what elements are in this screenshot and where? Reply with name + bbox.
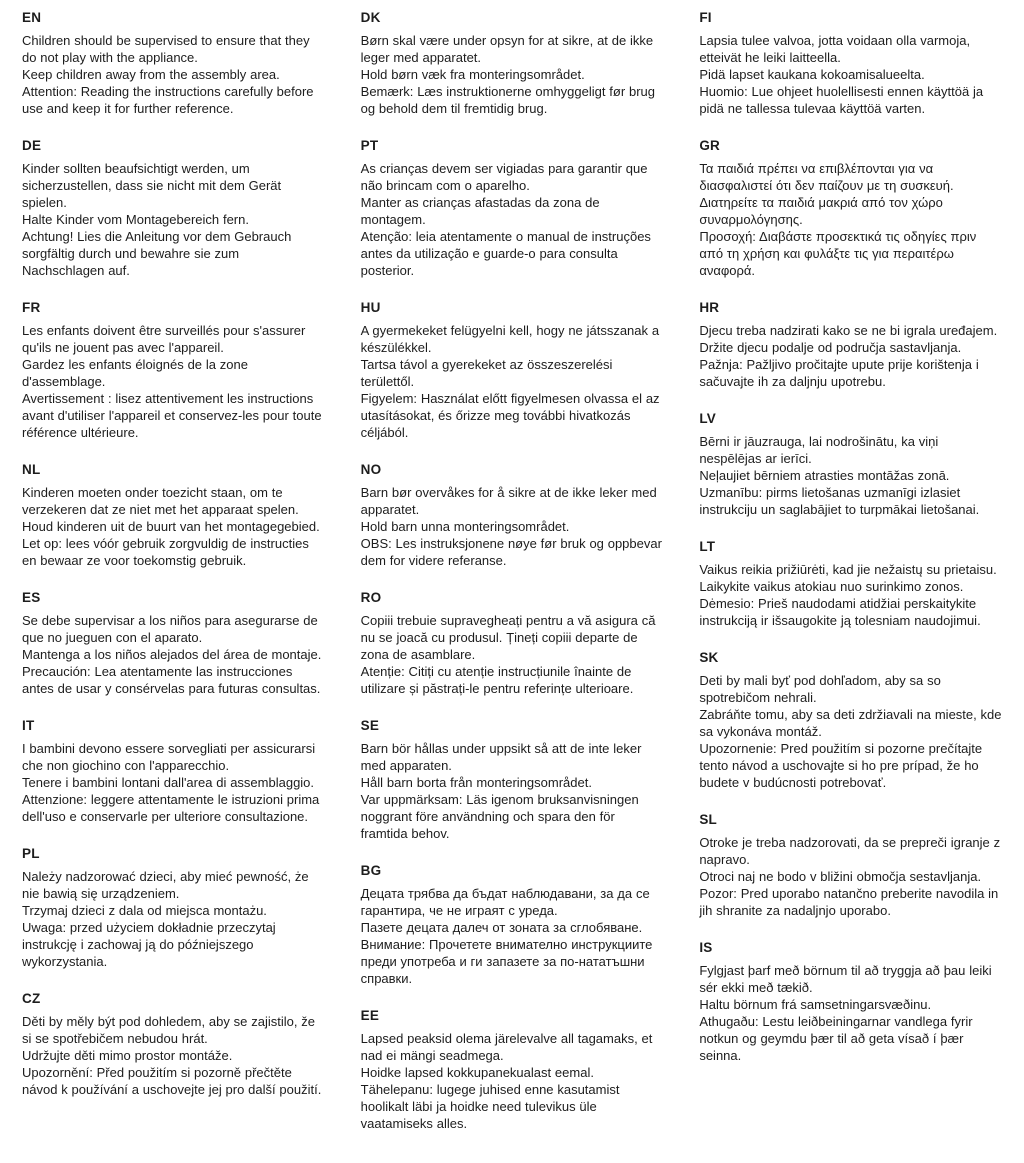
instruction-text: Var uppmärksam: Läs igenom bruksanvisningen noggrant före användning och spara den för framtida behov. <box>360 792 639 841</box>
language-code-label: SE <box>360 718 380 733</box>
instruction-text: Manter as crianças afastadas da zona de montagem. <box>360 195 600 227</box>
language-section-nl <box>22 462 325 569</box>
instruction-text: Należy nadzorować dzieci, aby mieć pewność, że nie bawią się urządzeniem. <box>22 869 309 901</box>
language-section-en <box>22 10 325 117</box>
instruction-text: Børn skal være under opsyn for at sikre, at de ikke leger med apparatet. <box>360 33 654 65</box>
instruction-text: Lapsia tulee valvoa, jotta voidaan olla varmoja, etteivät he leiki laitteella. <box>699 33 971 65</box>
language-code-label: DE <box>22 138 42 153</box>
instruction-text: OBS: Les instruksjonene nøye før bruk og oppbevar dem for videre referanse. <box>360 536 662 568</box>
language-code-label: RO <box>360 590 382 605</box>
language-section-pl <box>22 846 325 970</box>
instruction-text: Διατηρείτε τα παιδιά μακριά από τον χώρο συναρμολόγησης. <box>699 195 943 227</box>
instruction-text: Halte Kinder vom Montagebereich fern. <box>22 212 249 227</box>
instruction-text: Uzmanību: pirms lietošanas uzmanīgi izlasiet instrukciju un saglabājiet to turpmākai lietošanai. <box>699 485 980 517</box>
instruction-text: Tenere i bambini lontani dall'area di assemblaggio. <box>22 775 315 790</box>
instruction-text: Προσοχή: Διαβάστε προσεκτικά τις οδηγίες πριν από τη χρήση και φυλάξτε τις για περαιτέρω αναφορά. <box>699 229 977 278</box>
instruction-text: Τα παιδιά πρέπει να επιβλέπονται για να διασφαλιστεί ότι δεν παίζουν με τη συσκευή. <box>699 161 954 193</box>
instruction-text: Atenção: leia atentamente o manual de instruções antes da utilização e guarde-o para consulta posterior. <box>360 229 651 278</box>
instruction-text: Hold barn unna monteringsområdet. <box>360 519 570 534</box>
instruction-text: Atenție: Citiți cu atenție instrucțiunile înainte de utilizare și păstrați-le pentru referințe ulterioare. <box>360 664 634 696</box>
language-code-label: NO <box>360 462 382 477</box>
instruction-text: Avertissement : lisez attentivement les instructions avant d'utiliser l'appareil et conservez-les pour toute référence ultérieure. <box>22 391 322 440</box>
instruction-text: Let op: lees vóór gebruik zorgvuldig de instructies en bewaar ze voor toekomstig gebruik. <box>22 536 309 568</box>
language-code-label: FR <box>22 300 41 315</box>
instruction-text: Lapsed peaksid olema järelevalve all tagamaks, et nad ei mängi seadmega. <box>360 1031 653 1063</box>
language-code-label: NL <box>22 462 41 477</box>
instruction-text: Children should be supervised to ensure that they do not play with the appliance. <box>22 33 310 65</box>
language-code-label: PL <box>22 846 40 861</box>
instruction-text: Djecu treba nadzirati kako se ne bi igrala uređajem. <box>699 323 998 338</box>
instruction-text: Zabráňte tomu, aby sa deti zdržiavali na mieste, kde sa vykonáva montáž. <box>699 707 1002 739</box>
language-section-se <box>361 718 664 842</box>
language-section-sk <box>699 650 1002 791</box>
language-section-lt <box>699 539 1002 629</box>
instruction-text: Mantenga a los niños alejados del área de montaje. <box>22 647 322 662</box>
instruction-text: Trzymaj dzieci z dala od miejsca montażu. <box>22 903 267 918</box>
language-section-pt <box>361 138 664 279</box>
instruction-text: Tähelepanu: lugege juhised enne kasutamist hoolikalt läbi ja hoidke need tulevikus üle vaatamiseks alles. <box>360 1082 620 1131</box>
instruction-text: Barn bör hållas under uppsikt så att de inte leker med apparaten. <box>360 741 642 773</box>
language-code-label: EN <box>22 10 42 25</box>
language-code-label: DK <box>360 10 381 25</box>
language-code-label: SK <box>699 650 719 665</box>
instruction-text: Bērni ir jāuzrauga, lai nodrošinātu, ka viņi nespēlējas ar ierīci. <box>699 434 939 466</box>
language-code-label: ES <box>22 590 41 605</box>
language-code-label: LV <box>699 411 716 426</box>
instruction-text: Se debe supervisar a los niños para asegurarse de que no jueguen con el aparato. <box>22 613 318 645</box>
language-code-label: GR <box>699 138 720 153</box>
language-section-sl <box>699 812 1002 919</box>
language-code-label: HU <box>360 300 381 315</box>
language-section-hr <box>699 300 1002 390</box>
language-section-cz <box>22 991 325 1098</box>
instruction-text: Děti by měly být pod dohledem, aby se zajistilo, že si se spotřebičem nebudou hrát. <box>22 1014 315 1046</box>
instruction-text: Kinderen moeten onder toezicht staan, om te verzekeren dat ze niet met het apparaat spelen. <box>22 485 299 517</box>
instruction-text: As crianças devem ser vigiadas para garantir que não brincam com o aparelho. <box>360 161 648 193</box>
language-section-hu <box>361 300 664 441</box>
instruction-text: Attention: Reading the instructions carefully before use and keep it for further reference. <box>22 84 314 116</box>
instruction-text: Achtung! Lies die Anleitung vor dem Gebrauch sorgfältig durch und bewahre sie zum Nachschlagen auf. <box>22 229 292 278</box>
instruction-text: Fylgjast þarf með börnum til að tryggja að þau leiki sér ekki með tækið. <box>699 963 992 995</box>
language-section-gr <box>699 138 1002 279</box>
language-section-ro <box>361 590 664 697</box>
column-right <box>699 10 1002 1085</box>
language-section-no <box>361 462 664 569</box>
instruction-text: Децата трябва да бъдат наблюдавани, за да се гарантира, че не играят с уреда. <box>360 886 650 918</box>
instruction-text: Deti by mali byť pod dohľadom, aby sa so spotrebičom nehrali. <box>699 673 941 705</box>
instruction-text: Haltu börnum frá samsetningarsvæðinu. <box>699 997 932 1012</box>
language-section-de <box>22 138 325 279</box>
instruction-text: Pozor: Pred uporabo natančno preberite navodila in jih shranite za nadaljnjo uporabo. <box>699 886 999 918</box>
language-section-fi <box>699 10 1002 117</box>
language-code-label: LT <box>699 539 716 554</box>
language-section-lv <box>699 411 1002 518</box>
instruction-text: Upozornenie: Pred použitím si pozorne prečítajte tento návod a uschovajte si ho pre prípad, že ho budete v budúcnosti potrebovať. <box>699 741 983 790</box>
language-code-label: CZ <box>22 991 41 1006</box>
language-code-label: HR <box>699 300 720 315</box>
language-section-it <box>22 718 325 825</box>
instruction-text: Barn bør overvåkes for å sikre at de ikke leker med apparatet. <box>360 485 657 517</box>
column-middle <box>361 10 664 1153</box>
instruction-text: Huomio: Lue ohjeet huolellisesti ennen käyttöä ja pidä ne tallessa tulevaa käyttöä varten. <box>699 84 984 116</box>
instruction-text: Athugaðu: Lestu leiðbeiningarnar vandlega fyrir notkun og geymdu þær til að geta vísað í þær seinna. <box>699 1014 973 1063</box>
language-code-label: SL <box>699 812 717 827</box>
instruction-text: A gyermekeket felügyelni kell, hogy ne játsszanak a készülékkel. <box>360 323 660 355</box>
language-code-label: PT <box>360 138 379 153</box>
language-code-label: IT <box>22 718 35 733</box>
instruction-text: I bambini devono essere sorvegliati per assicurarsi che non giochino con l'apparecchio. <box>22 741 316 773</box>
language-section-ee <box>361 1008 664 1132</box>
instruction-text: Pažnja: Pažljivo pročitajte upute prije korištenja i sačuvajte ih za daljnju upotrebu. <box>699 357 979 389</box>
language-section-fr <box>22 300 325 441</box>
instruction-text: Bemærk: Læs instruktionerne omhyggeligt før brug og behold dem til fremtidig brug. <box>360 84 656 116</box>
instruction-text: Vaikus reikia prižiūrėti, kad jie nežaistų su prietaisu. <box>699 562 997 577</box>
instruction-text: Precaución: Lea atentamente las instrucciones antes de usar y consérvelas para futuras consultas. <box>22 664 321 696</box>
instruction-text: Pidä lapset kaukana kokoamisalueelta. <box>699 67 925 82</box>
language-section-bg <box>361 863 664 987</box>
instruction-text: Houd kinderen uit de buurt van het montagegebied. <box>22 519 320 534</box>
language-code-label: FI <box>699 10 712 25</box>
instruction-text: Tartsa távol a gyerekeket az összeszerelési területtől. <box>360 357 613 389</box>
instruction-text: Пазете децата далеч от зоната за сглобяване. <box>360 920 643 935</box>
column-left <box>22 10 325 1119</box>
language-section-dk <box>361 10 664 117</box>
language-code-label: IS <box>699 940 713 955</box>
language-section-es <box>22 590 325 697</box>
instruction-text: Kinder sollten beaufsichtigt werden, um sicherzustellen, dass sie nicht mit dem Gerät spielen. <box>22 161 282 210</box>
instruction-text: Uwaga: przed użyciem dokładnie przeczytaj instrukcję i zachowaj ją do późniejszego wykorzystania. <box>22 920 276 969</box>
instruction-text: Neļaujiet bērniem atrasties montāžas zonā. <box>699 468 950 483</box>
instruction-text: Otroci naj ne bodo v bližini območja sestavljanja. <box>699 869 982 884</box>
instruction-text: Dėmesio: Prieš naudodami atidžiai perskaitykite instrukciją ir išsaugokite ją tolesniam naudojimui. <box>699 596 981 628</box>
instruction-text: Copiii trebuie supravegheați pentru a vă asigura că nu se joacă cu produsul. Țineți copiii departe de zona de asamblare. <box>360 613 656 662</box>
instruction-text: Keep children away from the assembly area. <box>22 67 280 82</box>
language-code-label: EE <box>360 1008 380 1023</box>
instruction-text: Figyelem: Használat előtt figyelmesen olvassa el az utasításokat, és őrizze meg további hivatkozás céljából. <box>360 391 660 440</box>
instruction-text: Les enfants doivent être surveillés pour s'assurer qu'ils ne jouent pas avec l'appareil. <box>22 323 306 355</box>
instruction-text: Attenzione: leggere attentamente le istruzioni prima dell'uso e conservarle per ulteriore consultazione. <box>22 792 320 824</box>
instruction-text: Držite djecu podalje od područja sastavljanja. <box>699 340 962 355</box>
instruction-text: Upozornění: Před použitím si pozorně přečtěte návod k používání a uschovejte jej pro další použití. <box>22 1065 322 1097</box>
instruction-text: Laikykite vaikus atokiau nuo surinkimo zonos. <box>699 579 964 594</box>
instruction-text: Hoidke lapsed kokkupanekualast eemal. <box>360 1065 594 1080</box>
instruction-text: Hold børn væk fra monteringsområdet. <box>360 67 585 82</box>
instruction-text: Внимание: Прочетете внимателно инструкциите преди употреба и ги запазете за по-нататъшни справки. <box>360 937 653 986</box>
instruction-text: Otroke je treba nadzorovati, da se prepreči igranje z napravo. <box>699 835 1001 867</box>
language-code-label: BG <box>360 863 382 878</box>
language-section-is <box>699 940 1002 1064</box>
instruction-text: Håll barn borta från monteringsområdet. <box>360 775 592 790</box>
instruction-text: Gardez les enfants éloignés de la zone d'assemblage. <box>22 357 248 389</box>
instruction-text: Udržujte děti mimo prostor montáže. <box>22 1048 233 1063</box>
